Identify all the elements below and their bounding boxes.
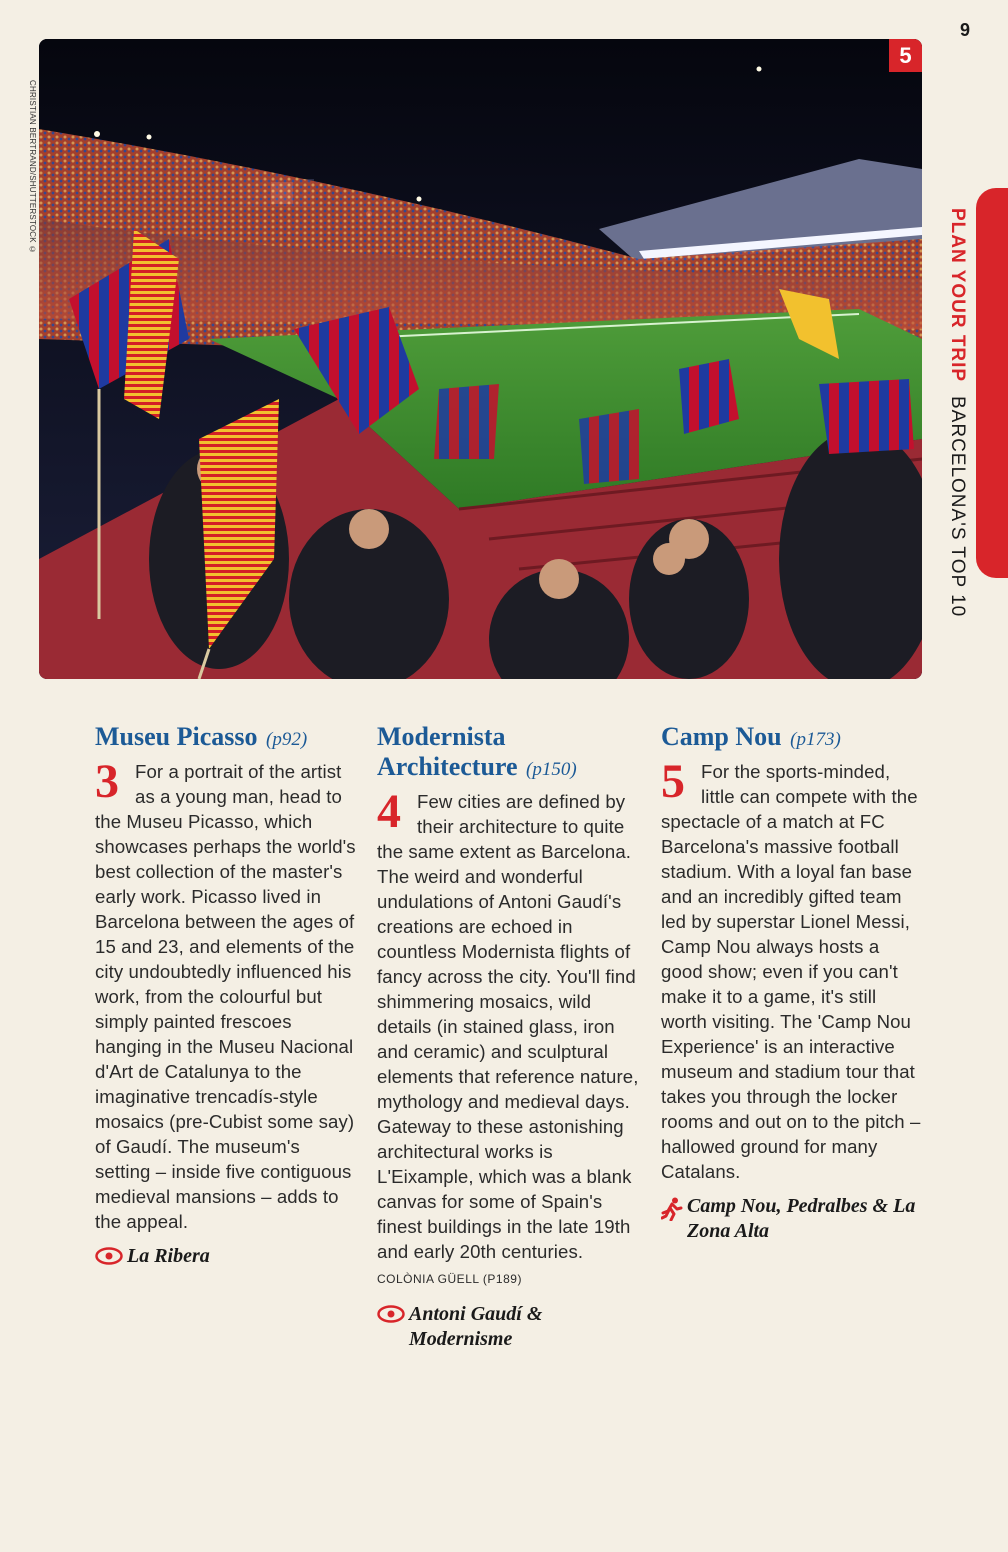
chapter-heading-bold: PLAN YOUR TRIP xyxy=(947,208,968,383)
entry-title xyxy=(661,722,923,755)
entry-title-text: Museu Picasso xyxy=(95,722,258,751)
page-reference-link[interactable]: (p173) xyxy=(790,729,841,750)
entry-title-text: Modernista Architecture xyxy=(377,722,518,781)
entry-body xyxy=(377,785,639,1292)
chapter-tab[interactable] xyxy=(976,188,1008,578)
neighbourhood-link-label: Camp Nou, Pedralbes & La Zona Alta xyxy=(687,1195,916,1242)
entry-text: For the sports-minded, little can compete with the spectacle of a match at FC Barcelona's massive football stadium. With a loyal fan base and an incredibly gifted team led by superstar Lionel Messi, Camp Nou always hosts a good show; even if you can't make it to a game, it's still worth visiting. The 'Camp Nou Experience' is an interactive museum and stadium tour that takes you through the locker rooms and out on to the pitch – hallowed ground for many Catalans. xyxy=(661,761,921,1182)
runner-icon xyxy=(661,1197,683,1221)
eye-icon xyxy=(377,1305,405,1323)
page-number: 9 xyxy=(960,20,971,40)
entry-body xyxy=(661,755,923,1184)
entry-number: 5 xyxy=(661,755,686,808)
entry-title xyxy=(377,722,639,785)
entry-museu-picasso xyxy=(95,722,357,1269)
entry-text: Few cities are defined by their architecture to quite the same extent as Barcelona. The weird and wonderful undulations of Antoni Gaudí's creations are echoed in countless Modernista flights of fancy across the city. You'll find shimmering mosaics, wild details (in stained glass, iron and ceramic) and sculptural elements that reference nature, mythology and medieval days. Gateway to these astonishing architectural works is L'Eixample, which was a blank canvas for some of Spain's finest buildings in the late 19th and early 20th centuries. xyxy=(377,791,639,1262)
entry-title-text: Camp Nou xyxy=(661,722,782,751)
chapter-heading-title: BARCELONA'S TOP 10 xyxy=(947,396,968,618)
eye-icon xyxy=(95,1247,123,1265)
entry-body xyxy=(95,755,357,1234)
stadium-illustration xyxy=(39,39,922,679)
entry-number: 3 xyxy=(95,755,120,808)
neighbourhood-link[interactable] xyxy=(95,1244,357,1269)
neighbourhood-link-label: Antoni Gaudí & Modernisme xyxy=(409,1303,543,1350)
photo-caption: COLÒNIA GÜELL (P189) xyxy=(377,1272,522,1286)
entry-modernista-architecture xyxy=(377,722,639,1352)
neighbourhood-link[interactable] xyxy=(377,1302,639,1352)
photo-credit: CHRISTIAN BERTRAND/SHUTTERSTOCK © xyxy=(28,80,37,255)
chapter-heading xyxy=(938,208,968,638)
neighbourhood-link-label: La Ribera xyxy=(127,1245,210,1267)
stadium-photo xyxy=(39,39,922,679)
entry-title xyxy=(95,722,357,755)
photo-number-badge: 5 xyxy=(889,39,922,72)
entry-camp-nou xyxy=(661,722,923,1244)
entry-number: 4 xyxy=(377,785,402,838)
page-reference-link[interactable]: (p150) xyxy=(526,759,577,780)
entry-text: For a portrait of the artist as a young man, head to the Museu Picasso, which showcases perhaps the world's best collection of the master's early work. Picasso lived in Barcelona between the ages of 15 and 23, and elements of the city undoubtedly influenced his work, from the colourful but simply painted frescoes hanging in the Museu Nacional d'Art de Catalunya to the imaginative trencadís-style mosaics (pre-Cubist some say) of Gaudí. The museum's setting – inside five contiguous medieval mansions – adds to the appeal. xyxy=(95,761,356,1232)
neighbourhood-link[interactable] xyxy=(661,1194,923,1244)
page-reference-link[interactable]: (p92) xyxy=(266,729,308,750)
